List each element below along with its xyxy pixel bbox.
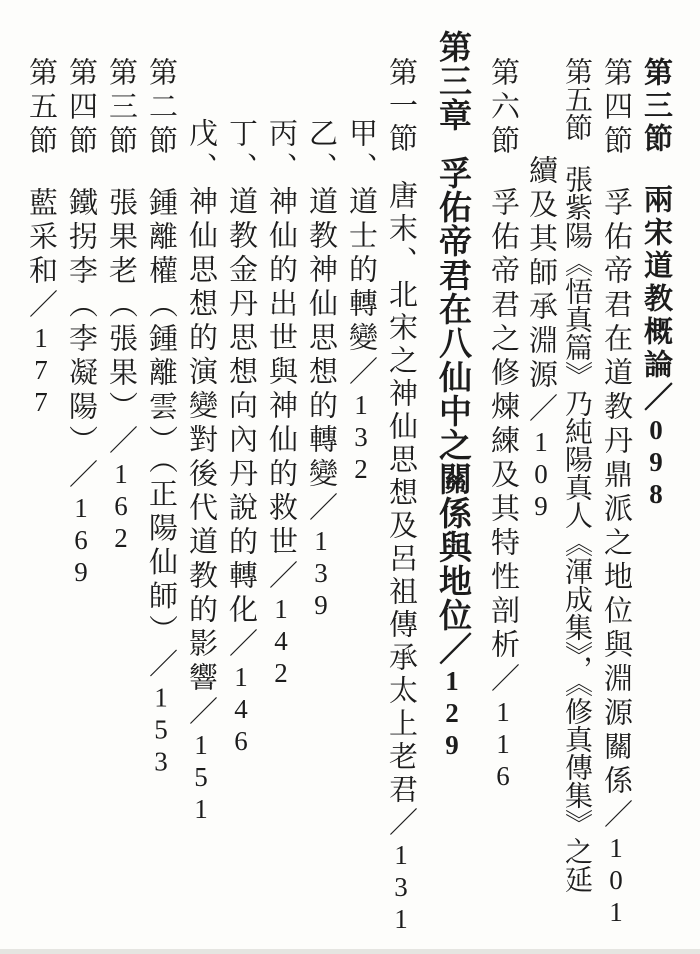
page-separator: ／ — [225, 628, 257, 662]
entry-page-number: 139 — [306, 526, 336, 622]
entry-page-number: 129 — [437, 666, 467, 762]
entry-page-number: 109 — [526, 427, 556, 523]
entry-title: 神仙的出世與神仙的救世 — [265, 186, 297, 560]
entry-title: 孚佑帝君在道教丹鼎派之地位與淵源關係 — [600, 187, 632, 799]
page-separator: ／ — [487, 663, 519, 697]
toc-entry-section — [556, 0, 596, 954]
toc-entry-section — [101, 0, 141, 954]
entry-label: 第四節 — [600, 57, 632, 159]
page-separator: ／ — [640, 382, 672, 415]
entry-label: 甲、 — [345, 118, 377, 186]
page-separator: ／ — [434, 632, 470, 666]
page-separator: ／ — [145, 648, 177, 683]
entry-label: 第五節 — [25, 57, 57, 159]
toc-entry-section — [381, 0, 421, 954]
page-separator: ／ — [105, 425, 137, 459]
entry-title: 藍采和 — [25, 187, 57, 289]
entry-page-number: 131 — [386, 840, 416, 936]
entry-label: 第一節 — [385, 57, 417, 156]
entry-title: 兩宋道教概論 — [640, 184, 672, 382]
page-separator: ／ — [185, 696, 217, 730]
entry-title: 唐末、北宋之神仙思想及呂祖傳承太上老君 — [385, 180, 417, 807]
entry-page-number: 116 — [488, 697, 518, 793]
entry-page-number: 098 — [641, 415, 671, 511]
page-separator: ／ — [265, 560, 297, 594]
entry-title: 孚佑帝君在八仙中之關係與地位 — [434, 156, 470, 632]
entry-label: 第二節 — [145, 57, 177, 159]
entry-page-number: 151 — [186, 730, 216, 826]
page-separator: ／ — [385, 807, 417, 840]
page-separator: ／ — [525, 393, 557, 427]
page-separator: ／ — [600, 799, 632, 833]
toc-entry-section — [21, 0, 61, 954]
toc-entry-section — [636, 0, 676, 954]
page-separator: ／ — [65, 459, 97, 493]
entry-page-number: 169 — [66, 493, 96, 589]
entry-title: 道教金丹思想向內丹說的轉化 — [225, 186, 257, 628]
toc-entry-section — [141, 0, 181, 954]
entry-page-number: 132 — [346, 390, 376, 486]
toc-entry-chapter — [427, 0, 477, 954]
entry-label: 第三節 — [640, 57, 672, 156]
entry-title: 道教神仙思想的轉變 — [305, 186, 337, 492]
entry-title: 張果老（張果） — [105, 187, 137, 425]
entry-page-number: 162 — [106, 459, 136, 555]
entry-label: 第五節 — [561, 57, 592, 141]
toc-entry-section — [61, 0, 101, 954]
entry-page-number: 142 — [266, 594, 296, 690]
entry-title: 張紫陽《悟真篇》乃純陽真人《渾成集》，《修真傳集》之延 — [561, 165, 592, 893]
entry-label: 乙、 — [305, 118, 337, 186]
entry-label: 第六節 — [487, 57, 519, 159]
toc-entry-subitem — [181, 0, 221, 954]
entry-label: 第三章 — [434, 30, 470, 132]
entry-title: 道士的轉變 — [345, 186, 377, 356]
entry-label: 第四節 — [65, 57, 97, 159]
entry-title: 神仙思想的演變對後代道教的影響 — [185, 186, 217, 696]
toc-entry-section — [483, 0, 523, 954]
toc-entry-subitem — [261, 0, 301, 954]
page-separator: ／ — [345, 356, 377, 390]
entry-page-number: 177 — [26, 323, 56, 419]
entry-label: 丙、 — [265, 118, 297, 186]
toc-entry-subitem — [341, 0, 381, 954]
entry-label: 丁、 — [225, 118, 257, 186]
entry-label: 戊、 — [185, 118, 217, 186]
toc-entry-continuation — [523, 0, 559, 954]
entry-label: 第三節 — [105, 57, 137, 159]
scan-bottom-edge — [0, 949, 700, 954]
entry-title: 鍾離權（鍾離雲）（正陽仙師） — [145, 187, 177, 649]
entry-title: 鐵拐李（李凝陽） — [65, 187, 97, 459]
page-separator: ／ — [25, 289, 57, 323]
toc-entry-subitem — [301, 0, 341, 954]
page-separator: ／ — [305, 492, 337, 526]
entry-title: 續及其師承淵源 — [525, 155, 557, 393]
entry-title: 孚佑帝君之修煉練及其特性剖析 — [487, 187, 519, 663]
entry-page-number: 101 — [601, 833, 631, 929]
toc-entry-section — [596, 0, 636, 954]
toc-entry-subitem — [221, 0, 261, 954]
entry-page-number: 153 — [146, 682, 176, 779]
entry-page-number: 146 — [226, 662, 256, 758]
